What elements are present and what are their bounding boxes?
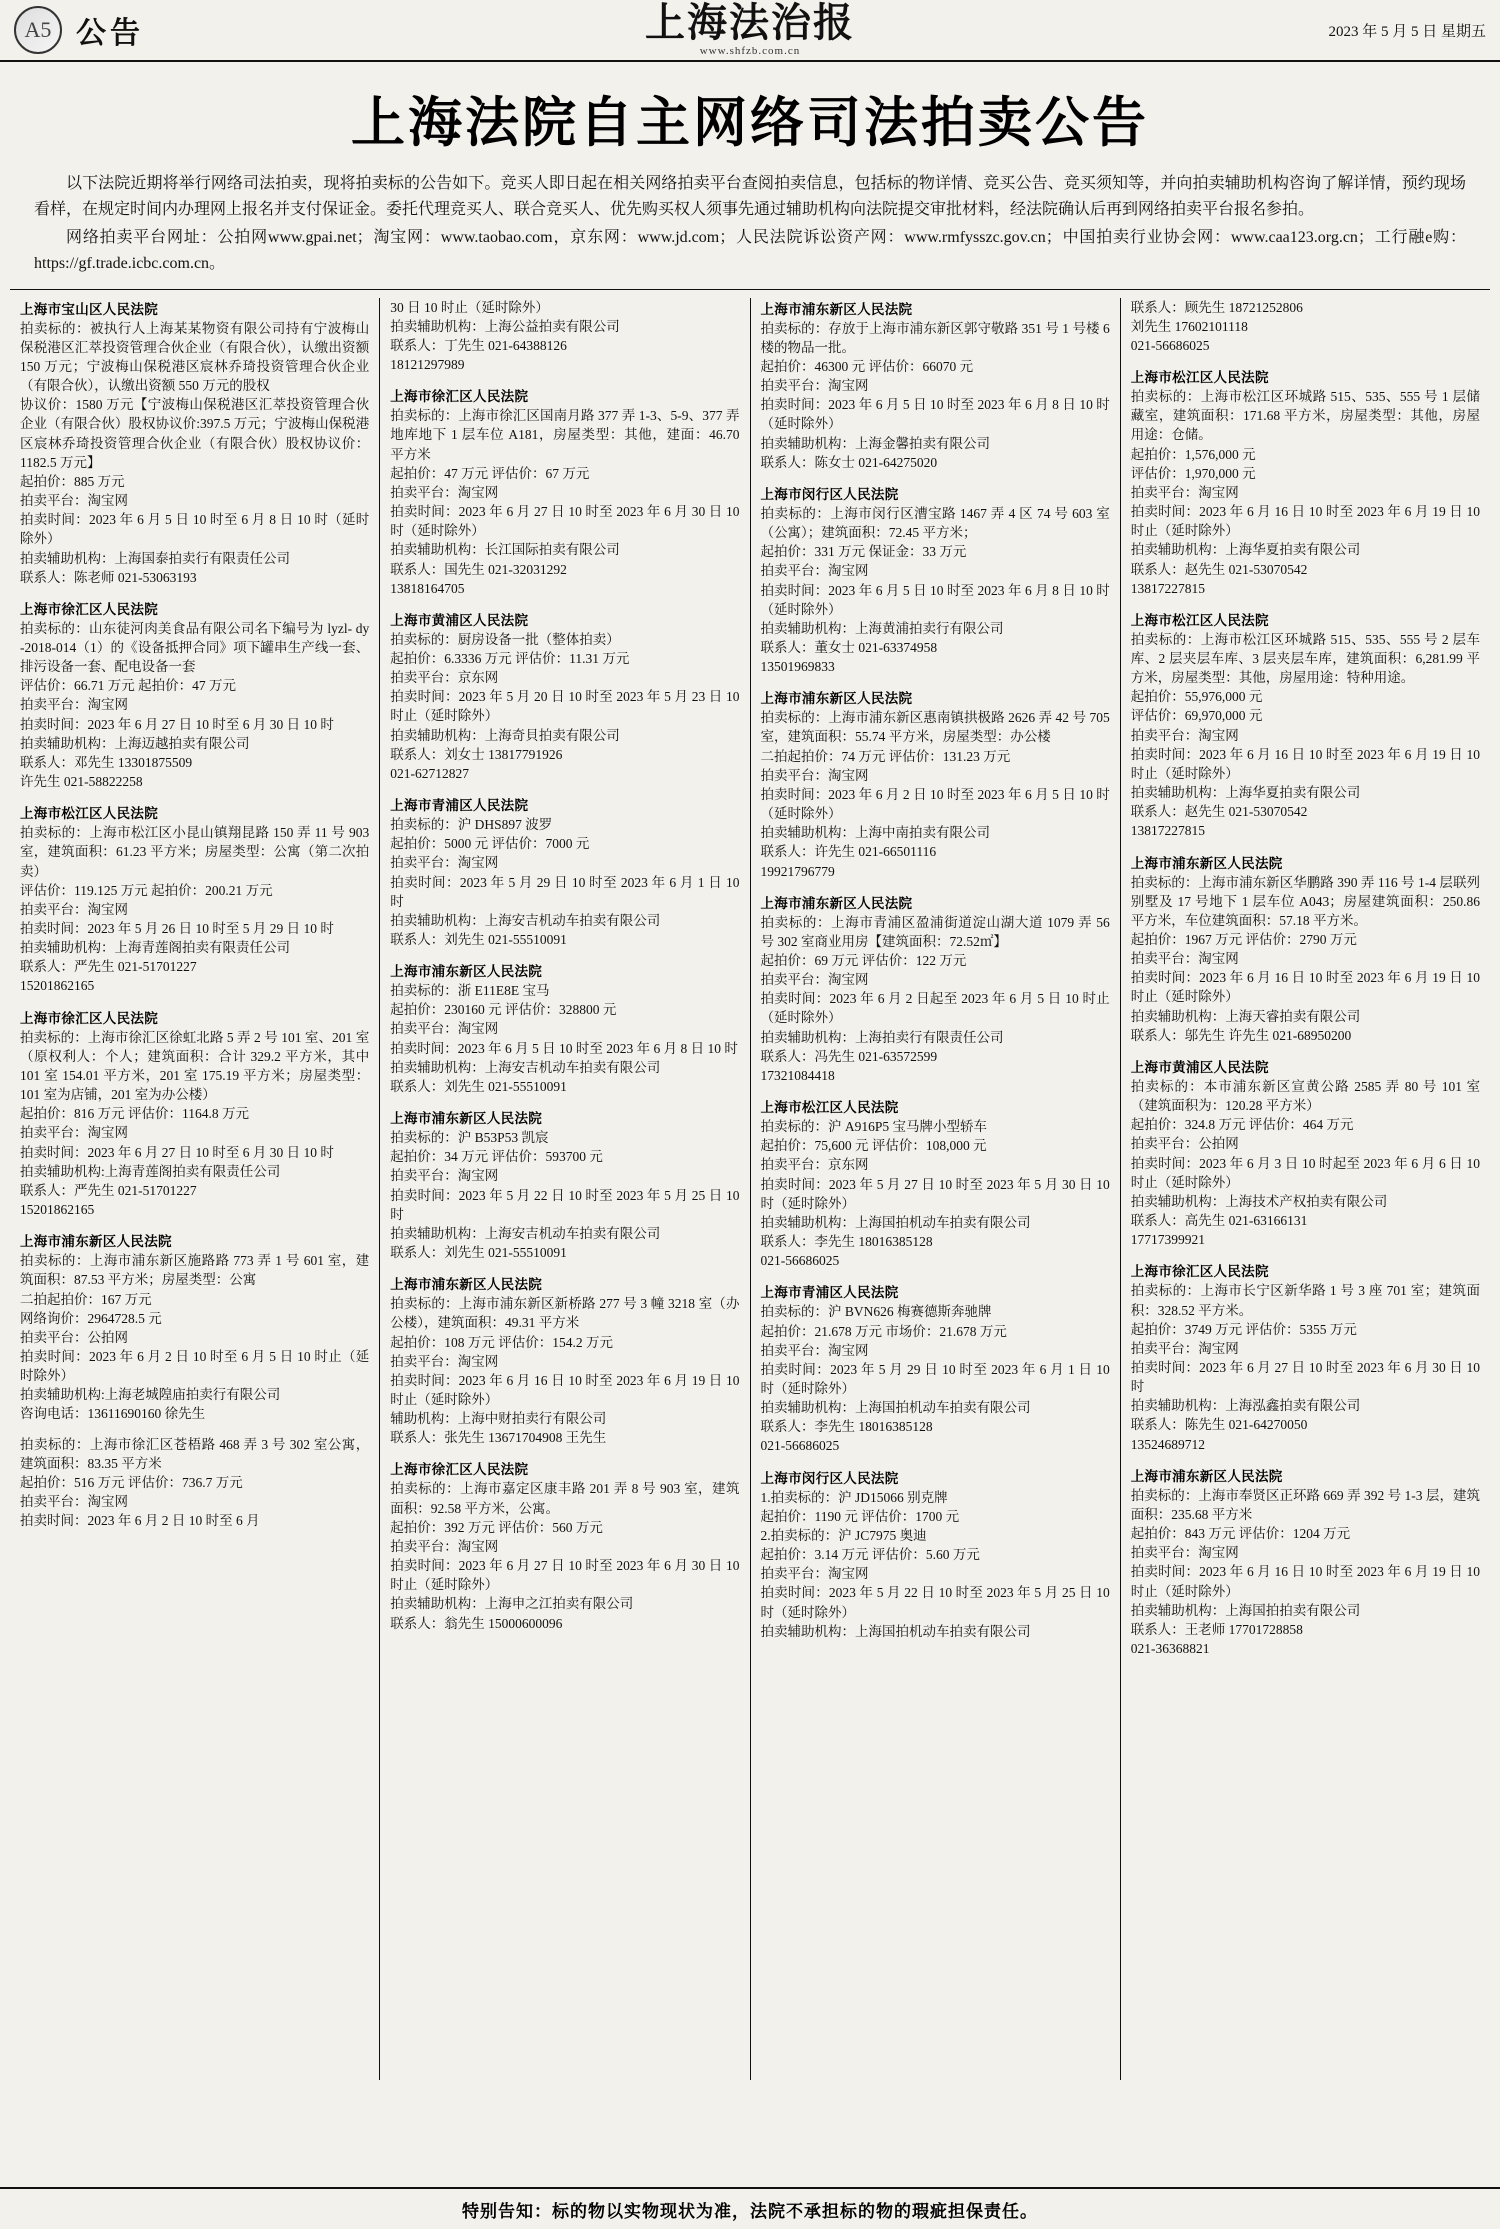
entry-line: 联系人：国先生 021-32031292	[390, 561, 567, 577]
entry-line: 起拍价：69 万元 评估价：122 万元	[760, 953, 967, 968]
entry-line: 拍卖标的：上海市闵行区漕宝路 1467 弄 4 区 74 号 603 室（公寓）；建筑面积：72.45 平方米；	[760, 505, 1110, 541]
entry-line: 拍卖辅助机构：上海国泰拍卖行有限责任公司	[20, 550, 290, 566]
entry-line: 拍卖辅助机构：上海中南拍卖有限公司	[760, 825, 990, 841]
entry-line: 拍卖标的：上海市浦东新区施路路 773 弄 1 号 601 室，建筑面积：87.53 平方米；房屋类型：公寓	[20, 1253, 370, 1288]
auction-entry	[390, 1458, 739, 1632]
entry-line: 拍卖标的：上海市松江区小昆山镇翔昆路 150 弄 11 号 903 室，建筑面积：61.23 平方米；房屋类型：公寓（第二次拍卖）	[20, 825, 370, 879]
entry-line: 拍卖标的：上海市长宁区新华路 1 号 3 座 701 室；建筑面积：328.52 平方米。	[1130, 1283, 1480, 1318]
entry-line: 起拍价：392 万元 评估价：560 万元	[390, 1519, 603, 1535]
court-name: 上海市浦东新区人民法院	[390, 1277, 543, 1293]
entry-line: 拍卖标的：上海市松江区环城路 515、535、555 号 2 层车库、2 层夹层车库、3 层夹层车库，建筑面积：6,281.99 平方米，房屋类型：其他，房屋用途：特种用途。	[1130, 631, 1480, 686]
entry-line: 起拍价：3749 万元 评估价：5355 万元	[1130, 1321, 1357, 1337]
entry-line: 拍卖辅助机构：上海技术产权拍卖有限公司	[1130, 1193, 1388, 1209]
intro-paragraph-2: 网络拍卖平台网址：公拍网www.gpai.net；淘宝网：www.taobao.com，京东网：www.jd.com；人民法院诉讼资产网：www.rmfysszc.gov.cn；中国拍卖行业协会网：www.caa123.org.cn；工行融e购：https://gf.trade.icbc.com.cn。	[34, 228, 1466, 272]
entry-line: 拍卖辅助机构：上海公益拍卖有限公司	[390, 318, 620, 334]
entry-line: 拍卖辅助机构：上海国拍机动车拍卖有限公司	[760, 1214, 1031, 1230]
entry-line: 拍卖标的：上海市徐汇区国南月路 377 弄 1-3、5-9、377 弄地库地下 1 层车位 A181，房屋类型：其他，建面：46.70 平方米	[390, 408, 740, 462]
entry-line: 联系人：陈先生 021-64270050	[1130, 1417, 1308, 1433]
entry-line: 拍卖辅助机构:上海青莲阁拍卖有限责任公司	[20, 1163, 281, 1179]
entry-line: 拍卖平台：淘宝网	[1130, 484, 1239, 500]
entry-line: 拍卖平台：京东网	[390, 670, 499, 686]
page-title: 上海法院自主网络司法拍卖公告	[351, 93, 1149, 153]
auction-entry	[1131, 366, 1480, 598]
auction-entry	[390, 960, 739, 1096]
entry-line: 拍卖辅助机构：上海国拍机动车拍卖有限公司	[760, 1400, 1031, 1416]
entry-line: 拍卖平台：淘宝网	[390, 484, 499, 500]
entry-line: 拍卖辅助机构：上海奇貝拍卖有限公司	[390, 727, 620, 743]
auction-entry	[390, 794, 739, 949]
entry-line: 联系人：丁先生 021-64388126	[390, 337, 567, 353]
entry-line: 拍卖时间：2023 年 5 月 20 日 10 时至 2023 年 5 月 23 日 10 时止（延时除外）	[390, 689, 740, 724]
entry-line: 拍卖时间：2023 年 5 月 27 日 10 时至 2023 年 5 月 30 日 10 时（延时除外）	[760, 1176, 1110, 1211]
entry-line: 起拍价：324.8 万元 评估价：464 万元	[1130, 1117, 1354, 1133]
entry-line: 拍卖平台：淘宝网	[20, 493, 128, 509]
auction-entry	[20, 802, 369, 995]
auction-entry	[390, 1107, 739, 1262]
entry-line: 二拍起拍价：74 万元 评估价：131.23 万元	[760, 748, 1011, 764]
auction-entry	[390, 385, 739, 598]
entry-line: 13501969833	[760, 659, 835, 675]
entry-line: 起拍价：55,976,000 元	[1130, 689, 1263, 705]
entry-line: 拍卖时间：2023 年 6 月 16 日 10 时至 2023 年 6 月 19 日 10 时止（延时除外）	[1130, 1564, 1480, 1599]
listing-column	[380, 298, 750, 2080]
entry-line: 拍卖平台：淘宝网	[390, 855, 499, 871]
entry-line: 拍卖辅助机构：上海拍卖行有限责任公司	[760, 1029, 1004, 1045]
entry-line: 网络询价：2964728.5 元	[20, 1310, 162, 1326]
entry-line: 拍卖时间：2023 年 5 月 29 日 10 时至 2023 年 6 月 1 日 10 时（延时除外）	[760, 1361, 1110, 1396]
entry-line: 起拍价：108 万元 评估价：154.2 万元	[390, 1334, 613, 1350]
entry-line: 起拍价：843 万元 评估价：1204 万元	[1130, 1526, 1351, 1542]
entry-line: 拍卖平台：淘宝网	[20, 697, 128, 713]
entry-line: 021-36368821	[1130, 1641, 1210, 1656]
auction-entry	[390, 1273, 739, 1447]
intro-block	[0, 171, 1500, 277]
entry-line: 拍卖辅助机构：上海安吉机动车拍卖有限公司	[390, 912, 661, 928]
footer-notice: 特别告知：标的物以实物现状为准，法院不承担标的物的瑕疵担保责任。	[462, 2201, 1038, 2221]
court-name: 上海市浦东新区人民法院	[760, 301, 913, 317]
entry-line: 联系人：赵先生 021-53070542	[1130, 804, 1308, 820]
entry-line: 拍卖标的：沪 DHS897 波罗	[390, 817, 553, 833]
entry-line: 联系人：许先生 021-66501116	[760, 844, 937, 860]
entry-line: 拍卖平台：淘宝网	[760, 1342, 869, 1358]
listing-columns	[0, 290, 1500, 2080]
entry-line: 1.拍卖标的：沪 JD15066 别克牌	[760, 1489, 948, 1505]
auction-entry	[20, 1007, 369, 1220]
entry-line: 起拍价：230160 元 评估价：328800 元	[390, 1002, 617, 1018]
auction-entry	[390, 609, 739, 783]
court-name: 上海市松江区人民法院	[760, 1100, 899, 1116]
auction-entry	[20, 1435, 369, 1531]
entry-line: 拍卖平台：公拍网	[20, 1329, 128, 1345]
entry-line: 拍卖时间：2023 年 5 月 26 日 10 时至 5 月 29 日 10 时	[20, 921, 334, 936]
entry-line: 拍卖辅助机构：上海天睿拍卖有限公司	[1130, 1008, 1361, 1024]
entry-line: 拍卖平台：淘宝网	[760, 1566, 869, 1582]
listing-column	[1121, 298, 1490, 2080]
court-name: 上海市闵行区人民法院	[760, 1470, 899, 1486]
entry-line: 联系人：刘先生 021-55510091	[390, 1078, 567, 1094]
entry-line: 15201862165	[20, 978, 95, 994]
entry-line: 021-56686025	[1130, 337, 1210, 353]
entry-line: 拍卖标的：上海市松江区环城路 515、535、555 号 1 层储藏室，建筑面积：171.68 平方米，房屋类型：其他，房屋用途：仓储。	[1130, 389, 1480, 443]
entry-line: 拍卖标的：被执行人上海某某物资有限公司持有宁波梅山保税港区汇萃投资管理合伙企业（有限合伙），认缴出资额 150 万元；宁波梅山保税港区宸林乔琦投资管理合伙企业（有限合伙），认缴出资额 550 万元的股权	[20, 320, 370, 394]
entry-line: 2.拍卖标的：沪 JC7975 奥迪	[760, 1527, 927, 1543]
entry-line: 起拍价：516 万元 评估价：736.7 万元	[20, 1474, 243, 1490]
entry-line: 拍卖标的：上海市浦东新区新桥路 277 号 3 幢 3218 室（办公楼），建筑面积：49.31 平方米	[390, 1296, 740, 1331]
entry-line: 联系人：董女士 021-63374958	[760, 639, 938, 655]
entry-line: 联系人：邬先生 许先生 021-68950200	[1130, 1027, 1352, 1043]
court-name: 上海市徐汇区人民法院	[390, 389, 529, 405]
entry-line: 拍卖时间：2023 年 6 月 2 日 10 时至 6 月	[20, 1513, 260, 1529]
paper-name: 上海法治报	[645, 0, 855, 45]
entry-line: 13817227815	[1130, 823, 1205, 839]
entry-line: 拍卖平台：淘宝网	[20, 901, 128, 917]
court-name: 上海市宝山区人民法院	[20, 301, 158, 317]
entry-line: 拍卖辅助机构：上海国拍机动车拍卖有限公司	[760, 1623, 1031, 1639]
entry-line: 刘先生 17602101118	[1130, 318, 1248, 334]
entry-line: 021-62712827	[390, 765, 469, 781]
entry-line: 咨询电话：13611690160 徐先生	[20, 1406, 206, 1422]
entry-line: 拍卖辅助机构：上海泓鑫拍卖有限公司	[1130, 1398, 1361, 1414]
court-name: 上海市浦东新区人民法院	[390, 964, 543, 980]
entry-line: 联系人：刘先生 021-55510091	[390, 1245, 567, 1261]
court-name: 上海市青浦区人民法院	[390, 798, 529, 814]
entry-line: 15201862165	[20, 1202, 95, 1218]
page-footer	[0, 2187, 1500, 2229]
entry-line: 拍卖时间：2023 年 6 月 27 日 10 时至 2023 年 6 月 30 日 10 时（延时除外）	[390, 504, 740, 539]
court-name: 上海市松江区人民法院	[1130, 370, 1269, 386]
court-name: 上海市黄浦区人民法院	[390, 612, 529, 628]
entry-line: 13524689712	[1130, 1436, 1205, 1452]
entry-line: 拍卖标的：上海市嘉定区康丰路 201 弄 8 号 903 室，建筑面积：92.58 平方米，公寓。	[390, 1481, 740, 1516]
entry-line: 拍卖标的：山东徒河肉美食品有限公司名下编号为 lyzl- dy -2018-014（1）的《设备抵押合同》项下罐串生产线一套、排污设备一套、配电设备一套	[20, 620, 370, 675]
entry-line: 联系人：邓先生 13301875509	[20, 754, 193, 770]
entry-line: 联系人：李先生 18016385128	[760, 1234, 933, 1250]
entry-line: 拍卖标的：沪 B53P53 凯宸	[390, 1130, 549, 1146]
masthead	[0, 0, 1500, 62]
entry-line: 拍卖辅助机构：上海华夏拍卖有限公司	[1130, 785, 1361, 801]
entry-line: 拍卖标的：上海市浦东新区华鹏路 390 弄 116 号 1-4 层联列别墅及 17 号地下 1 层车位 A043；房屋建筑面积：250.86 平方米，车位建筑面积：57.18 平方米。	[1130, 874, 1480, 928]
entry-line: 拍卖平台：淘宝网	[760, 378, 869, 394]
entry-line: 联系人：刘先生 021-55510091	[390, 932, 567, 947]
auction-entry	[1131, 1056, 1480, 1249]
court-name: 上海市徐汇区人民法院	[390, 1462, 529, 1478]
entry-line: 起拍价：1190 元 评估价：1700 元	[760, 1508, 960, 1524]
entry-line: 联系人：赵先生 021-53070542	[1130, 561, 1308, 577]
entry-line: 辅助机构：上海中财拍卖行有限公司	[390, 1411, 607, 1427]
auction-entry	[761, 483, 1110, 676]
entry-line: 拍卖平台：淘宝网	[20, 1494, 128, 1510]
court-name: 上海市徐汇区人民法院	[20, 1010, 158, 1026]
entry-line: 许先生 021-58822258	[20, 774, 143, 790]
page-badge: A5	[14, 6, 62, 54]
entry-line: 拍卖标的：上海市奉贤区正环路 669 弄 392 号 1-3 层，建筑面积：235.68 平方米	[1130, 1487, 1480, 1522]
entry-line: 联系人：顾先生 18721252806	[1130, 299, 1303, 315]
court-name: 上海市青浦区人民法院	[760, 1285, 899, 1301]
entry-line: 拍卖平台：公拍网	[1130, 1136, 1239, 1152]
entry-line: 拍卖标的：上海市浦东新区惠南镇拱极路 2626 弄 42 号 705 室，建筑面积：55.74 平方米，房屋类型：办公楼	[760, 710, 1110, 745]
entry-line: 联系人：严先生 021-51701227	[20, 959, 197, 975]
entry-line: 17717399921	[1130, 1232, 1205, 1248]
entry-line: 拍卖时间：2023 年 5 月 22 日 10 时至 2023 年 5 月 25 日 10 时（延时除外）	[760, 1585, 1110, 1620]
auction-entry	[20, 298, 369, 587]
court-name: 上海市松江区人民法院	[20, 806, 158, 822]
entry-line: 联系人：翁先生 15000600096	[390, 1615, 563, 1631]
entry-line: 拍卖平台：淘宝网	[760, 972, 869, 988]
entry-line: 拍卖时间：2023 年 6 月 27 日 10 时至 2023 年 6 月 30 日 10 时	[1130, 1359, 1480, 1395]
listing-column	[10, 298, 380, 2080]
entry-line: 联系人：陈老师 021-53063193	[20, 569, 197, 585]
entry-line: 起拍价：5000 元 评估价：7000 元	[390, 836, 590, 852]
entry-line: 起拍价：34 万元 评估价：593700 元	[390, 1149, 603, 1165]
auction-entry	[761, 1467, 1110, 1641]
entry-line: 联系人：陈女士 021-64275020	[760, 454, 938, 470]
entry-line: 拍卖平台：淘宝网	[760, 563, 869, 579]
auction-entry	[761, 1281, 1110, 1455]
entry-line: 拍卖平台：淘宝网	[1130, 1340, 1239, 1356]
entry-line: 二拍起拍价：167 万元	[20, 1291, 152, 1307]
auction-entry	[761, 687, 1110, 880]
court-name: 上海市浦东新区人民法院	[390, 1111, 543, 1127]
entry-line: 协议价：1580 万元【宁波梅山保税港区汇萃投资管理合伙企业（有限合伙）股权协议价:397.5 万元；宁波梅山保税港区宸林乔琦投资管理合伙企业（有限合伙）股权协议价：1182.5 万元】	[20, 397, 370, 470]
entry-line: 拍卖平台：京东网	[760, 1157, 869, 1173]
entry-line: 拍卖时间：2023 年 5 月 22 日 10 时至 2023 年 5 月 25 日 10 时	[390, 1187, 740, 1222]
entry-line: 拍卖辅助机构：上海黄浦拍卖行有限公司	[760, 620, 1004, 636]
auction-entry	[1131, 852, 1480, 1045]
entry-line: 联系人：高先生 021-63166131	[1130, 1213, 1308, 1229]
entry-line: 拍卖标的：上海市徐汇区徐虹北路 5 弄 2 号 101 室、201 室（原权利人：个人；建筑面积：合计 329.2 平方米，其中 101 室 154.01 平方米，201 室 175.19 平方米；房屋类型：101 室为店铺，201 室为办公楼）	[20, 1029, 370, 1103]
entry-line: 拍卖辅助机构：上海安吉机动车拍卖有限公司	[390, 1059, 661, 1075]
entry-line: 起拍价：6.3336 万元 评估价：11.31 万元	[390, 650, 630, 666]
entry-line: 拍卖平台：淘宝网	[20, 1125, 128, 1141]
entry-line: 17321084418	[760, 1067, 835, 1083]
entry-line: 起拍价：75,600 元 评估价：108,000 元	[760, 1138, 987, 1154]
entry-line: 联系人：冯先生 021-63572599	[760, 1048, 938, 1064]
entry-line: 拍卖标的：上海市青浦区盈浦街道淀山湖大道 1079 弄 56 号 302 室商业用房【建筑面积：72.52㎡】	[760, 914, 1110, 949]
entry-line: 拍卖标的：浙 E11E8E 宝马	[390, 983, 550, 999]
entry-line: 拍卖时间：2023 年 6 月 16 日 10 时至 2023 年 6 月 19 日 10 时止（延时除外）	[390, 1372, 740, 1407]
entry-line: 拍卖时间：2023 年 6 月 5 日 10 时至 6 月 8 日 10 时（延时除外）	[20, 512, 370, 547]
entry-line: 评估价：69,970,000 元	[1130, 708, 1263, 724]
entry-line: 拍卖时间：2023 年 6 月 2 日 10 时至 6 月 5 日 10 时止（延时除外）	[20, 1348, 370, 1384]
entry-line: 起拍价：1,576,000 元	[1130, 446, 1256, 462]
entry-line: 起拍价：1967 万元 评估价：2790 万元	[1130, 932, 1357, 947]
entry-line: 拍卖时间：2023 年 6 月 5 日 10 时至 2023 年 6 月 8 日 10 时	[390, 1040, 738, 1056]
entry-line: 拍卖平台：淘宝网	[1130, 951, 1239, 967]
court-name: 上海市浦东新区人民法院	[1130, 855, 1283, 871]
entry-line: 起拍价：21.678 万元 市场价：21.678 万元	[760, 1323, 1007, 1339]
intro-paragraph-1: 以下法院近期将举行网络司法拍卖，现将拍卖标的公告如下。竞买人即日起在相关网络拍卖平台查阅拍卖信息，包括标的物详情、竞买公告、竞买须知等，并向拍卖辅助机构咨询了解详情，预约现场看样，在规定时间内办理网上报名并支付保证金。委托代理竞买人、联合竞买人、优先购买权人须事先通过辅助机构向法院提交审批材料，经法院确认后再到网络拍卖平台报名参拍。	[34, 175, 1466, 218]
entry-line: 评估价：119.125 万元 起拍价：200.21 万元	[20, 882, 273, 898]
entry-line: 拍卖平台：淘宝网	[390, 1168, 499, 1184]
entry-line: 拍卖辅助机构：上海金馨拍卖有限公司	[760, 435, 990, 451]
entry-line: 拍卖辅助机构：上海青莲阁拍卖有限责任公司	[20, 940, 290, 956]
entry-line: 拍卖时间：2023 年 6 月 5 日 10 时至 2023 年 6 月 8 日 10 时（延时除外）	[760, 397, 1110, 432]
issue-date: 2023 年 5 月 5 日 星期五	[1328, 23, 1486, 40]
entry-line: 拍卖平台：淘宝网	[1130, 727, 1239, 743]
auction-entry	[390, 298, 739, 375]
entry-line: 拍卖辅助机构：上海申之江拍卖有限公司	[390, 1596, 634, 1612]
entry-line: 拍卖时间：2023 年 6 月 27 日 10 时至 6 月 30 日 10 时	[20, 1144, 334, 1160]
auction-entry	[20, 598, 369, 791]
section-name: 公告	[76, 16, 144, 51]
entry-line: 18121297989	[390, 357, 465, 373]
court-name: 上海市浦东新区人民法院	[760, 691, 913, 707]
court-name: 上海市浦东新区人民法院	[1130, 1468, 1283, 1484]
entry-line: 拍卖时间：2023 年 6 月 16 日 10 时至 2023 年 6 月 19 日 10 时止（延时除外）	[1130, 504, 1480, 539]
entry-line: 评估价：1,970,000 元	[1130, 465, 1256, 481]
entry-line: 拍卖平台：淘宝网	[1130, 1545, 1239, 1561]
entry-line: 拍卖标的：沪 A916P5 宝马牌小型轿车	[760, 1119, 988, 1135]
entry-line: 拍卖平台：淘宝网	[390, 1021, 499, 1037]
entry-line: 起拍价：816 万元 评估价：1164.8 万元	[20, 1106, 249, 1122]
court-name: 上海市徐汇区人民法院	[1130, 1264, 1269, 1280]
entry-line: 拍卖平台：淘宝网	[760, 767, 869, 783]
entry-line: 19921796779	[760, 863, 835, 879]
court-name: 上海市浦东新区人民法院	[20, 1234, 172, 1250]
entry-line: 拍卖辅助机构：长江国际拍卖有限公司	[390, 542, 620, 558]
entry-line: 联系人：王老师 17701728858	[1130, 1621, 1303, 1637]
court-name: 上海市黄浦区人民法院	[1130, 1059, 1269, 1075]
entry-line: 021-56686025	[760, 1438, 840, 1454]
entry-line: 起拍价：46300 元 评估价：66070 元	[760, 358, 974, 374]
entry-line: 拍卖标的：上海市徐汇区苍梧路 468 弄 3 号 302 室公寓，建筑面积：83.35 平方米	[20, 1436, 370, 1471]
entry-line: 拍卖辅助机构：上海安吉机动车拍卖有限公司	[390, 1225, 661, 1241]
court-name: 上海市徐汇区人民法院	[20, 601, 158, 617]
entry-line: 起拍价：47 万元 评估价：67 万元	[390, 465, 590, 481]
entry-line: 拍卖标的：厨房设备一批（整体拍卖）	[390, 631, 620, 647]
entry-line: 拍卖辅助机构：上海迈越拍卖有限公司	[20, 735, 250, 751]
entry-line: 拍卖标的：存放于上海市浦东新区郭守敬路 351 号 1 号楼 6 楼的物品一批。	[760, 320, 1110, 355]
entry-line: 联系人：刘女士 13817791926	[390, 746, 563, 762]
auction-entry	[1131, 609, 1480, 841]
entry-line: 拍卖平台：淘宝网	[390, 1353, 499, 1369]
court-name: 上海市浦东新区人民法院	[760, 895, 913, 911]
entry-line: 拍卖标的：沪 BVN626 梅赛德斯奔驰牌	[760, 1304, 992, 1320]
entry-line: 拍卖时间：2023 年 6 月 16 日 10 时至 2023 年 6 月 19 日 10 时止（延时除外）	[1130, 970, 1480, 1005]
entry-line: 拍卖时间：2023 年 5 月 29 日 10 时至 2023 年 6 月 1 日 10 时	[390, 874, 740, 909]
auction-entry	[20, 1230, 369, 1423]
auction-entry	[761, 298, 1110, 472]
entry-line: 13817227815	[1130, 580, 1205, 596]
entry-line: 拍卖辅助机构:上海老城隍庙拍卖行有限公司	[20, 1387, 281, 1403]
court-name: 上海市松江区人民法院	[1130, 612, 1269, 628]
entry-line: 拍卖时间：2023 年 6 月 27 日 10 时至 6 月 30 日 10 时	[20, 716, 334, 732]
entry-line: 联系人：张先生 13671704908 王先生	[390, 1430, 607, 1446]
entry-line: 拍卖时间：2023 年 6 月 27 日 10 时至 2023 年 6 月 30 日 10 时止（延时除外）	[390, 1558, 740, 1593]
entry-line: 联系人：严先生 021-51701227	[20, 1182, 197, 1198]
entry-line: 拍卖辅助机构：上海华夏拍卖有限公司	[1130, 542, 1361, 558]
entry-line: 联系人：李先生 18016385128	[760, 1419, 933, 1435]
entry-line: 起拍价：885 万元	[20, 473, 125, 489]
entry-line: 30 日 10 时止（延时除外）	[390, 299, 549, 315]
entry-line: 拍卖辅助机构：上海国拍拍卖有限公司	[1130, 1602, 1361, 1618]
entry-line: 拍卖时间：2023 年 6 月 5 日 10 时至 2023 年 6 月 8 日 10 时（延时除外）	[760, 582, 1110, 617]
entry-line: 拍卖标的：本市浦东新区宣黄公路 2585 弄 80 号 101 室（建筑面积为：120.28 平方米）	[1130, 1078, 1480, 1114]
paper-url: www.shfzb.com.cn	[699, 45, 801, 57]
auction-entry	[761, 1096, 1110, 1270]
entry-line: 评估价：66.71 万元 起拍价：47 万元	[20, 678, 236, 694]
entry-line: 起拍价：3.14 万元 评估价：5.60 万元	[760, 1547, 980, 1563]
entry-line: 13818164705	[390, 580, 465, 596]
entry-line: 拍卖时间：2023 年 6 月 3 日 10 时起至 2023 年 6 月 6 日 10 时止（延时除外）	[1130, 1155, 1480, 1190]
listing-column	[751, 298, 1121, 2080]
auction-entry	[1131, 298, 1480, 355]
auction-entry	[761, 892, 1110, 1085]
court-name: 上海市闵行区人民法院	[760, 486, 899, 502]
masthead-center	[314, 0, 1186, 57]
entry-line: 起拍价：331 万元 保证金：33 万元	[760, 544, 967, 560]
entry-line: 拍卖时间：2023 年 6 月 16 日 10 时至 2023 年 6 月 19 日 10 时止（延时除外）	[1130, 746, 1480, 781]
auction-entry	[1131, 1260, 1480, 1453]
masthead-left	[14, 6, 314, 54]
entry-line: 拍卖平台：淘宝网	[390, 1538, 499, 1554]
entry-line: 拍卖时间：2023 年 6 月 2 日起至 2023 年 6 月 5 日 10 时止（延时除外）	[760, 991, 1110, 1026]
entry-line: 拍卖时间：2023 年 6 月 2 日 10 时至 2023 年 6 月 5 日 10 时（延时除外）	[760, 786, 1110, 822]
auction-entry	[1131, 1465, 1480, 1658]
entry-line: 021-56686025	[760, 1253, 840, 1269]
